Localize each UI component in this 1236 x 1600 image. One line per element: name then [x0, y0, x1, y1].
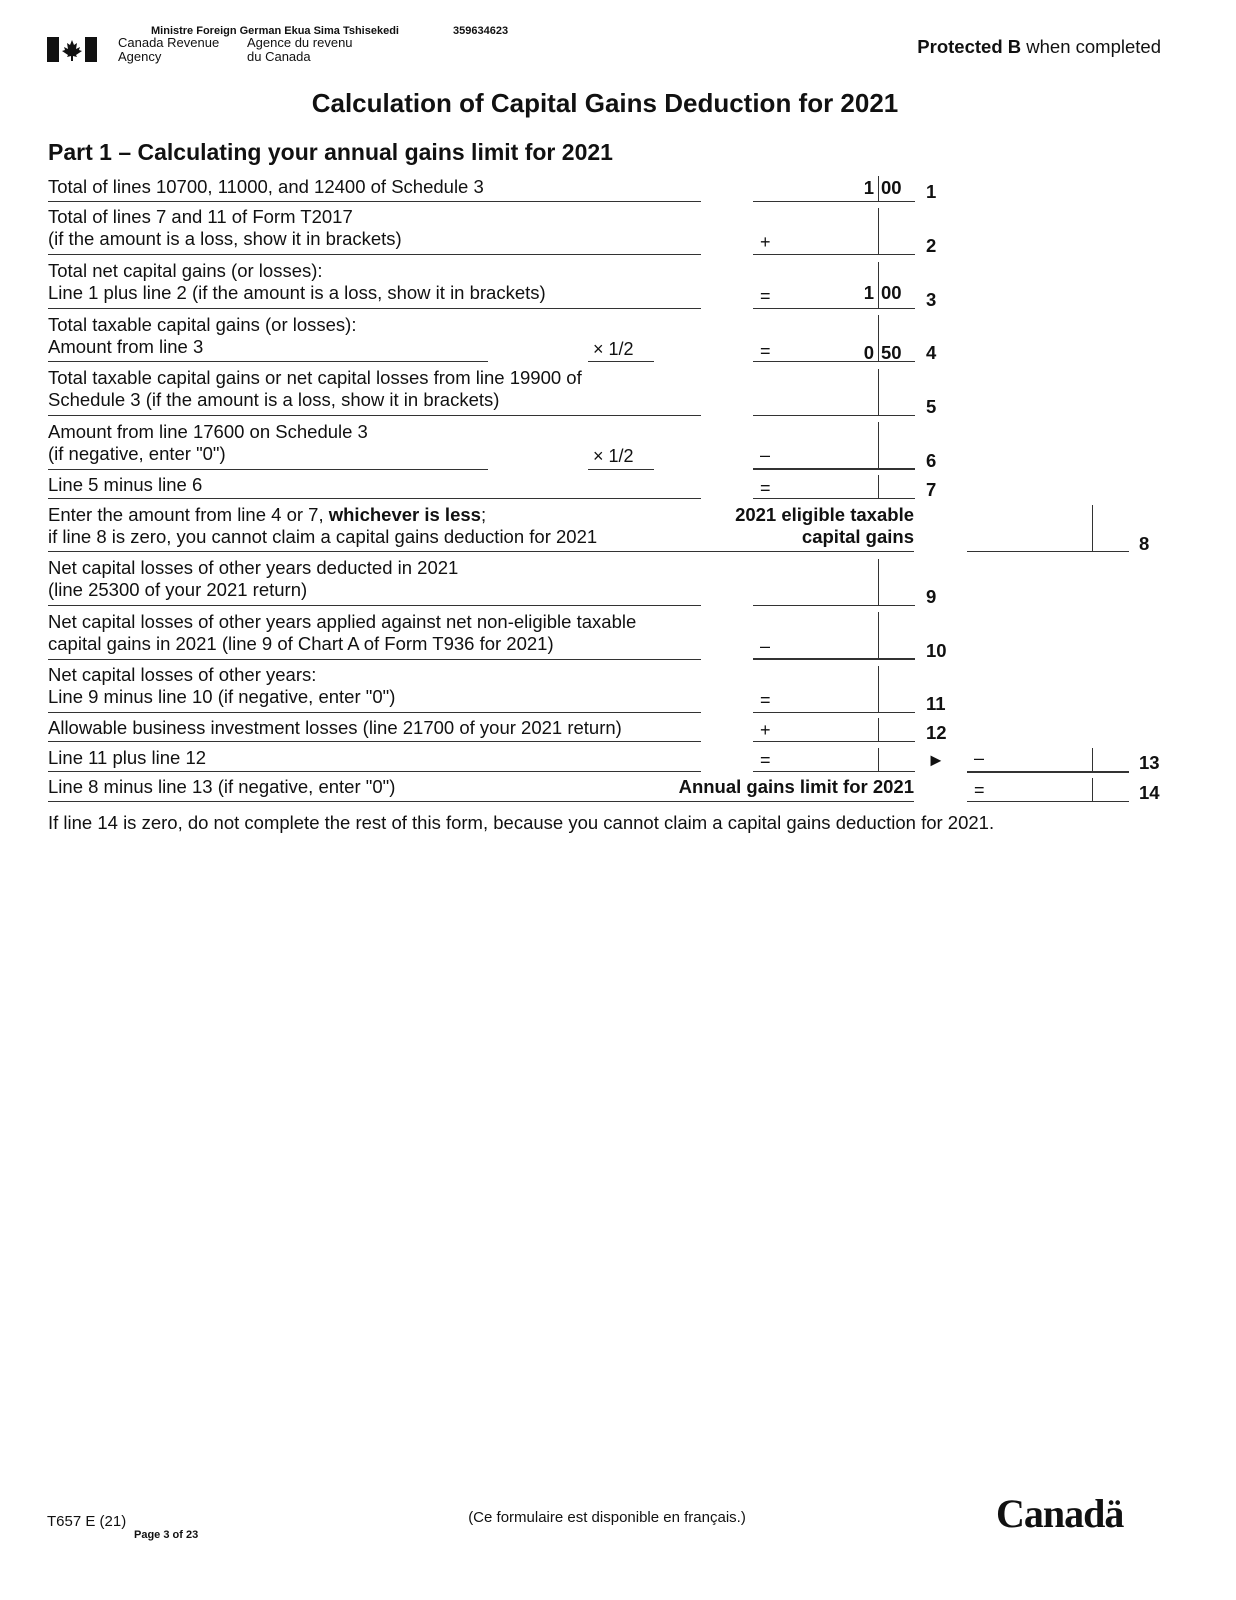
- line10-operator: –: [760, 636, 771, 656]
- line-number-7: 7: [926, 479, 937, 500]
- french-availability-note: (Ce formulaire est disponible en français.): [468, 1509, 746, 1526]
- line1-text: Total of lines 10700, 11000, and 12400 of Schedule 3: [48, 176, 484, 197]
- line8-label1: 2021 eligible taxable: [735, 504, 914, 525]
- line9-text1: Net capital losses of other years deducted in 2021: [48, 557, 459, 578]
- line-number-5: 5: [926, 396, 937, 417]
- form-code: T657 E (21): [47, 1513, 127, 1530]
- line2-operator: +: [760, 232, 771, 252]
- line6-multiplier: × 1/2: [593, 446, 634, 466]
- line-number-11: 11: [926, 693, 946, 714]
- line14-label: Annual gains limit for 2021: [678, 776, 914, 797]
- line14-operator: =: [974, 780, 985, 800]
- line-number-10: 10: [926, 640, 947, 661]
- line6-text2: (if negative, enter "0"): [48, 443, 226, 464]
- line11-text1: Net capital losses of other years:: [48, 664, 317, 685]
- agency-fr-line2: du Canada: [247, 49, 311, 64]
- line8-text1: Enter the amount from line 4 or 7, whichever is less;: [48, 504, 487, 525]
- agency-en-line1: Canada Revenue: [118, 35, 220, 50]
- page-number: Page 3 of 23: [134, 1529, 199, 1541]
- canada-flag-icon: [47, 37, 97, 62]
- line4-multiplier: × 1/2: [593, 339, 634, 359]
- line4-cents[interactable]: 50: [881, 342, 902, 363]
- line3-text1: Total net capital gains (or losses):: [48, 260, 323, 281]
- line11-text2: Line 9 minus line 10 (if negative, enter "0"): [48, 686, 396, 707]
- arrow-right-icon: ►: [927, 750, 945, 770]
- line13-operator2: –: [974, 748, 985, 768]
- agency-fr-line1: Agence du revenu: [247, 35, 353, 50]
- line4-text1: Total taxable capital gains (or losses):: [48, 314, 357, 335]
- line8-label2: capital gains: [801, 526, 914, 547]
- taxpayer-name: Ministre Foreign German Ekua Sima Tshisekedi: [151, 25, 399, 37]
- line4-text2: Amount from line 3: [48, 336, 204, 357]
- line4-operator: =: [760, 341, 771, 361]
- line6-operator: –: [760, 445, 771, 465]
- part1-note: If line 14 is zero, do not complete the rest of this form, because you cannot claim a capital gains deduction for 2021.: [48, 812, 995, 833]
- line7-text: Line 5 minus line 6: [48, 474, 203, 495]
- line-number-13: 13: [1139, 752, 1160, 773]
- line3-operator: =: [760, 286, 771, 306]
- line1-dollars[interactable]: 1: [863, 177, 874, 198]
- line12-operator: +: [760, 720, 771, 740]
- account-number: 359634623: [453, 25, 509, 37]
- line-number-8: 8: [1139, 533, 1150, 554]
- line9-text2: (line 25300 of your 2021 return): [48, 579, 308, 600]
- line-number-2: 2: [926, 235, 937, 256]
- line1-cents[interactable]: 00: [881, 177, 902, 198]
- line13-operator: =: [760, 750, 771, 770]
- line-number-3: 3: [926, 289, 937, 310]
- canada-wordmark-icon: Canadä: [996, 1491, 1124, 1536]
- line14-text: Line 8 minus line 13 (if negative, enter "0"): [48, 776, 396, 797]
- protected-b-label: Protected B when completed: [917, 36, 1161, 57]
- line-number-1: 1: [926, 181, 937, 202]
- line6-text1: Amount from line 17600 on Schedule 3: [48, 421, 368, 442]
- line11-operator: =: [760, 690, 771, 710]
- line5-text1: Total taxable capital gains or net capital losses from line 19900 of: [48, 367, 582, 388]
- line-number-9: 9: [926, 586, 937, 607]
- line10-text2: capital gains in 2021 (line 9 of Chart A of Form T936 for 2021): [48, 633, 554, 654]
- line4-dollars[interactable]: 0: [863, 342, 874, 363]
- line-number-4: 4: [926, 342, 937, 363]
- line7-operator: =: [760, 478, 771, 498]
- line3-text2: Line 1 plus line 2 (if the amount is a loss, show it in brackets): [48, 282, 546, 303]
- line5-text2: Schedule 3 (if the amount is a loss, show it in brackets): [48, 389, 500, 410]
- line10-text1: Net capital losses of other years applied against net non-eligible taxable: [48, 611, 637, 632]
- line8-text2: if line 8 is zero, you cannot claim a capital gains deduction for 2021: [48, 526, 598, 547]
- line-number-12: 12: [926, 722, 947, 743]
- agency-en-line2: Agency: [118, 49, 162, 64]
- line3-dollars[interactable]: 1: [863, 282, 874, 303]
- line13-text: Line 11 plus line 12: [48, 747, 207, 768]
- page-title: Calculation of Capital Gains Deduction for 2021: [311, 88, 899, 118]
- line-number-14: 14: [1139, 782, 1160, 803]
- line-number-6: 6: [926, 450, 937, 471]
- line12-text: Allowable business investment losses (line 21700 of your 2021 return): [48, 717, 622, 738]
- line2-text1: Total of lines 7 and 11 of Form T2017: [48, 206, 353, 227]
- part1-heading: Part 1 – Calculating your annual gains limit for 2021: [48, 139, 613, 165]
- line3-cents[interactable]: 00: [881, 282, 902, 303]
- line2-text2: (if the amount is a loss, show it in brackets): [48, 228, 402, 249]
